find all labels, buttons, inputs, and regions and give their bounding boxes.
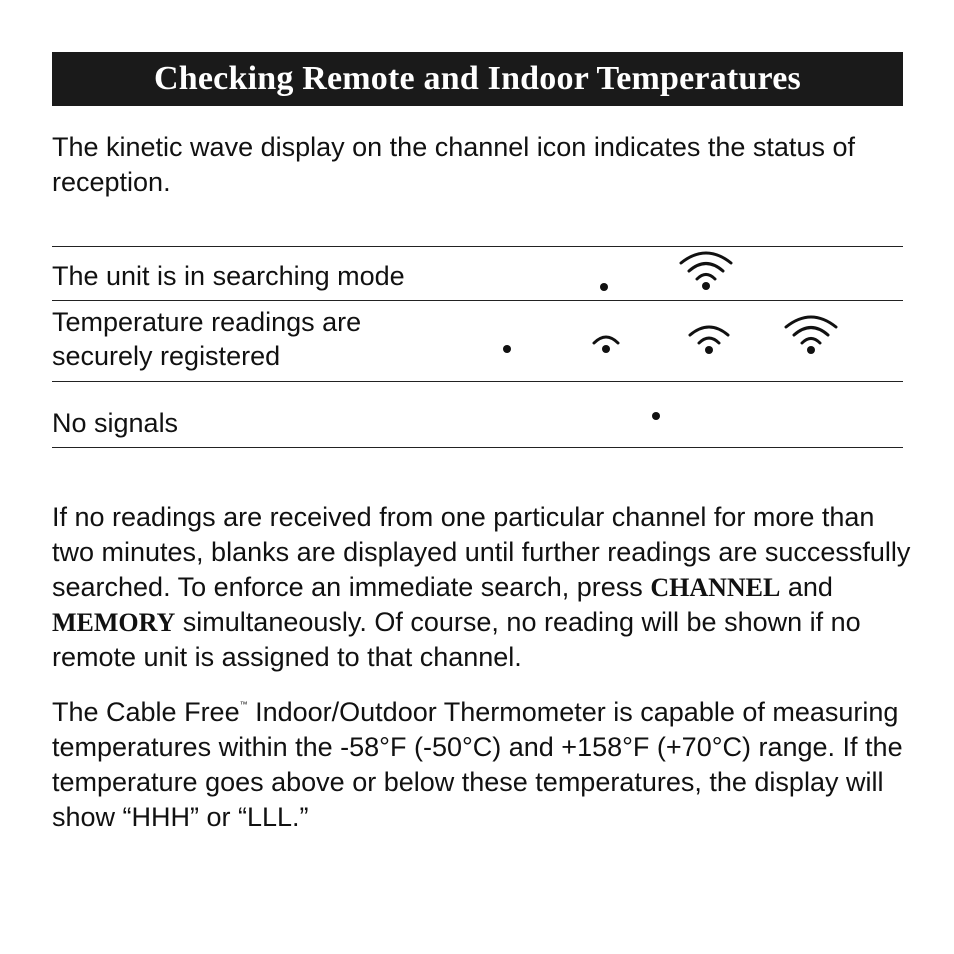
status-row-no-signal <box>52 381 903 448</box>
range-paragraph: The Cable Free™ Indoor/Outdoor Thermometer is capable of measuring temperatures within the -58°F (-50°C) and +158°F (+70°C) range. If the temperature goes above or below these temperatures, the display will show “HHH” or “LLL.” <box>52 697 903 832</box>
signal-2-icon <box>682 319 736 359</box>
signal-0-icon <box>598 281 610 293</box>
channel-key: CHANNEL <box>650 573 781 602</box>
row-label: No signals <box>52 408 179 438</box>
signal-status-table <box>52 246 903 448</box>
signal-0-icon <box>501 343 513 355</box>
row-label-line1: Temperature readings are <box>52 307 362 337</box>
intro-text: The kinetic wave display on the channel icon indicates the status of reception. <box>52 132 855 197</box>
memory-key: MEMORY <box>52 608 176 637</box>
status-row-registered <box>52 300 903 381</box>
page-title: Checking Remote and Indoor Temperatures <box>154 60 801 97</box>
signal-3-icon <box>781 311 841 359</box>
search-paragraph: If no readings are received from one particular channel for more than two minutes, blanks are displayed until further readings are successfully searched. To enforce an immediate search, press CHANNEL and MEMORY simultaneously. Of course, no reading will be shown if no remote unit is assigned to that channel. <box>52 502 911 672</box>
section-header <box>52 52 903 106</box>
trademark-mark: ™ <box>239 700 248 709</box>
body-text <box>52 500 912 847</box>
status-row-searching <box>52 246 903 300</box>
row-label: The unit is in searching mode <box>52 261 405 291</box>
row-label-line2: securely registered <box>52 341 281 371</box>
signal-0-icon <box>650 410 662 422</box>
signal-1-icon <box>586 329 626 357</box>
signal-3-icon <box>676 251 736 295</box>
